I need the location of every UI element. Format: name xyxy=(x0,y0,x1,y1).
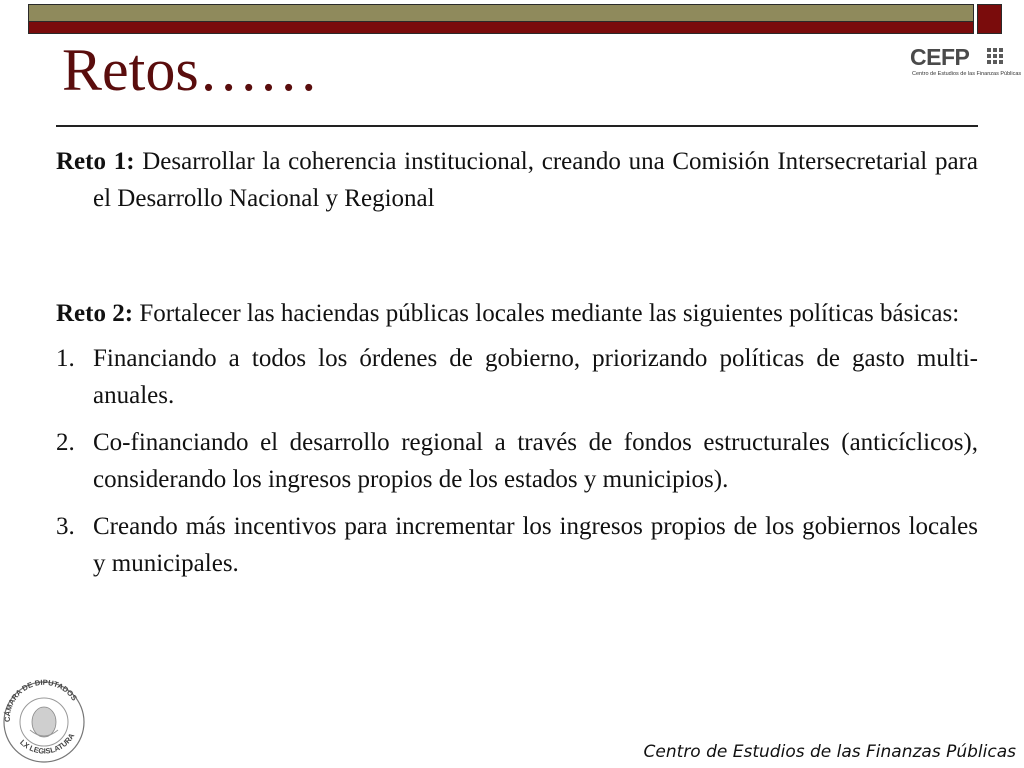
list-item-number: 2. xyxy=(56,429,75,456)
cefp-wordmark: CEFP xyxy=(910,44,970,70)
header-red-square xyxy=(977,4,1002,34)
footer-text: Centro de Estudios de las Finanzas Públicas xyxy=(643,742,1016,762)
list-item-text: Financiando a todos los órdenes de gobierno, priorizando políticas de gasto multi-anuales. xyxy=(93,345,978,409)
list-item-text: Creando más incentivos para incrementar los ingresos propios de los gobiernos locales y municipales. xyxy=(93,513,978,577)
svg-text:LX LEGISLATURA: LX LEGISLATURA xyxy=(18,731,77,756)
reto-2-text: Fortalecer las haciendas públicas locales mediante las siguientes políticas básicas: xyxy=(133,300,960,327)
slide-body xyxy=(56,143,978,592)
header-red-bar xyxy=(28,21,974,34)
reto-1-label: Reto 1: xyxy=(56,148,135,175)
list-item xyxy=(56,508,978,582)
reto-1-text: Desarrollar la coherencia institucional, creando una Comisión Intersecretarial para el Desarrollo Nacional y Regional xyxy=(93,148,978,212)
list-item-number: 1. xyxy=(56,345,75,372)
cefp-logo xyxy=(910,44,1022,80)
list-item xyxy=(56,424,978,498)
reto-2 xyxy=(56,295,978,332)
list-item-number: 3. xyxy=(56,513,75,540)
camara-diputados-seal xyxy=(0,672,86,764)
title-divider xyxy=(56,125,978,127)
list-item xyxy=(56,340,978,414)
reto-2-label: Reto 2: xyxy=(56,300,134,327)
reto-1 xyxy=(56,143,978,217)
svg-text:CÁMARA DE DIPUTADOS: CÁMARA DE DIPUTADOS xyxy=(2,677,79,723)
cefp-grid-icon xyxy=(987,48,1003,64)
slide-title: Retos…… xyxy=(62,37,319,103)
cefp-subtitle: Centro de Estudios de las Finanzas Públicas xyxy=(912,71,1022,77)
header-olive-bar xyxy=(28,4,974,22)
list-item-text: Co-financiando el desarrollo regional a través de fondos estructurales (anticíclicos), considerando los ingresos propios de los estados y municipios). xyxy=(93,429,978,493)
